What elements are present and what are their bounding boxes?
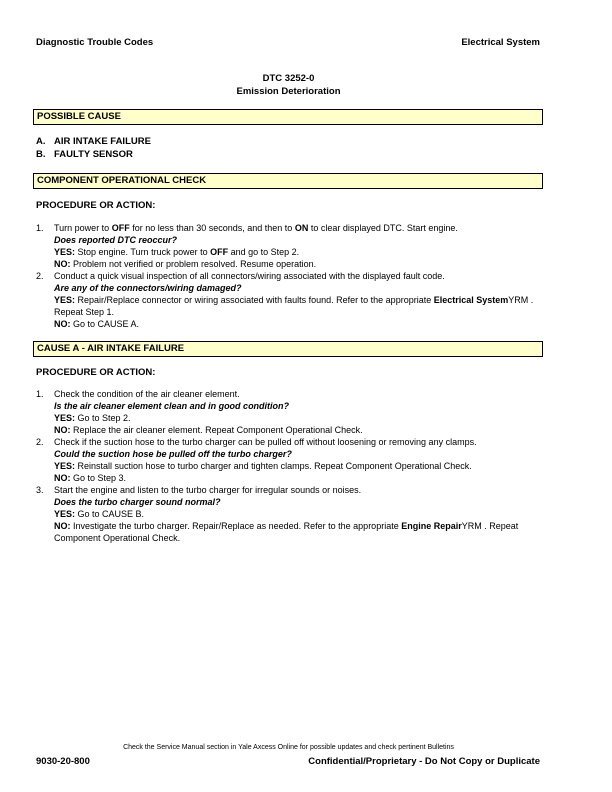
list-item-text: FAULTY SENSOR [54, 148, 133, 160]
list-item [36, 136, 151, 149]
dtc-code: DTC 3252-0 [262, 73, 315, 84]
list-item [36, 388, 536, 436]
procedure-label: PROCEDURE OR ACTION: [36, 367, 156, 378]
component-check-steps [36, 222, 536, 330]
step-instruction: Check if the suction hose to the turbo charger can be pulled off without loosening or removing any clamps. [54, 437, 477, 447]
component-check-heading: COMPONENT OPERATIONAL CHECK [33, 173, 543, 189]
procedure-label: PROCEDURE OR ACTION: [36, 200, 156, 211]
list-item [36, 149, 151, 162]
step-yes: YES: Stop engine. Turn truck power to OFF and go to Step 2. [54, 247, 300, 257]
dtc-title [36, 72, 541, 98]
step-no: NO: Investigate the turbo charger. Repair/Replace as needed. Refer to the appropriate Engine RepairYRM . Repeat Component Operational Check. [54, 521, 519, 543]
step-question: Does reported DTC reoccur? [54, 235, 178, 245]
list-marker: B. [36, 148, 46, 160]
step-number: 2. [36, 271, 44, 281]
footer-confidential: Confidential/Proprietary - Do Not Copy or Duplicate [308, 756, 540, 767]
footer-doc-number: 9030-20-800 [36, 756, 90, 767]
step-no: NO: Go to CAUSE A. [54, 319, 140, 329]
list-item [36, 484, 536, 544]
step-instruction: Turn power to OFF for no less than 30 seconds, and then to ON to clear displayed DTC. Start engine. [54, 223, 458, 233]
step-question: Is the air cleaner element clean and in good condition? [54, 401, 290, 411]
step-instruction: Conduct a quick visual inspection of all connectors/wiring associated with the displayed fault code. [54, 271, 445, 281]
cause-a-steps [36, 388, 536, 544]
header-right-title: Electrical System [461, 37, 540, 48]
list-item [36, 270, 536, 330]
step-question: Does the turbo charger sound normal? [54, 497, 221, 507]
step-instruction: Start the engine and listen to the turbo charger for irregular sounds or noises. [54, 485, 362, 495]
header-left-title: Diagnostic Trouble Codes [36, 37, 154, 48]
list-marker: A. [36, 136, 46, 147]
step-yes: YES: Go to CAUSE B. [54, 509, 145, 519]
step-number: 2. [36, 437, 44, 447]
possible-cause-heading: POSSIBLE CAUSE [33, 109, 543, 125]
step-yes: YES: Repair/Replace connector or wiring associated with faults found. Refer to the appropriate Electrical SystemYRM . Repeat Step 1. [54, 295, 534, 317]
step-instruction: Check the condition of the air cleaner element. [54, 389, 240, 399]
step-yes: YES: Go to Step 2. [54, 413, 131, 423]
possible-cause-list [36, 136, 151, 161]
step-number: 1. [36, 389, 44, 399]
step-question: Could the suction hose be pulled off the turbo charger? [54, 449, 292, 459]
step-no: NO: Go to Step 3. [54, 473, 127, 483]
step-no: NO: Problem not verified or problem resolved. Resume operation. [54, 259, 317, 269]
step-no: NO: Replace the air cleaner element. Repeat Component Operational Check. [54, 425, 363, 435]
footer-note: Check the Service Manual section in Yale Axcess Online for possible updates and check pertinent Bulletins [123, 744, 454, 751]
step-number: 3. [36, 485, 44, 495]
cause-a-heading: CAUSE A - AIR INTAKE FAILURE [33, 341, 543, 357]
step-yes: YES: Reinstall suction hose to turbo charger and tighten clamps. Repeat Component Operational Check. [54, 461, 472, 471]
list-item [36, 436, 536, 484]
step-question: Are any of the connectors/wiring damaged? [54, 283, 242, 293]
list-item-text: AIR INTAKE FAILURE [54, 136, 151, 147]
list-item [36, 222, 536, 270]
dtc-name: Emission Deterioration [236, 86, 341, 97]
step-number: 1. [36, 223, 44, 233]
